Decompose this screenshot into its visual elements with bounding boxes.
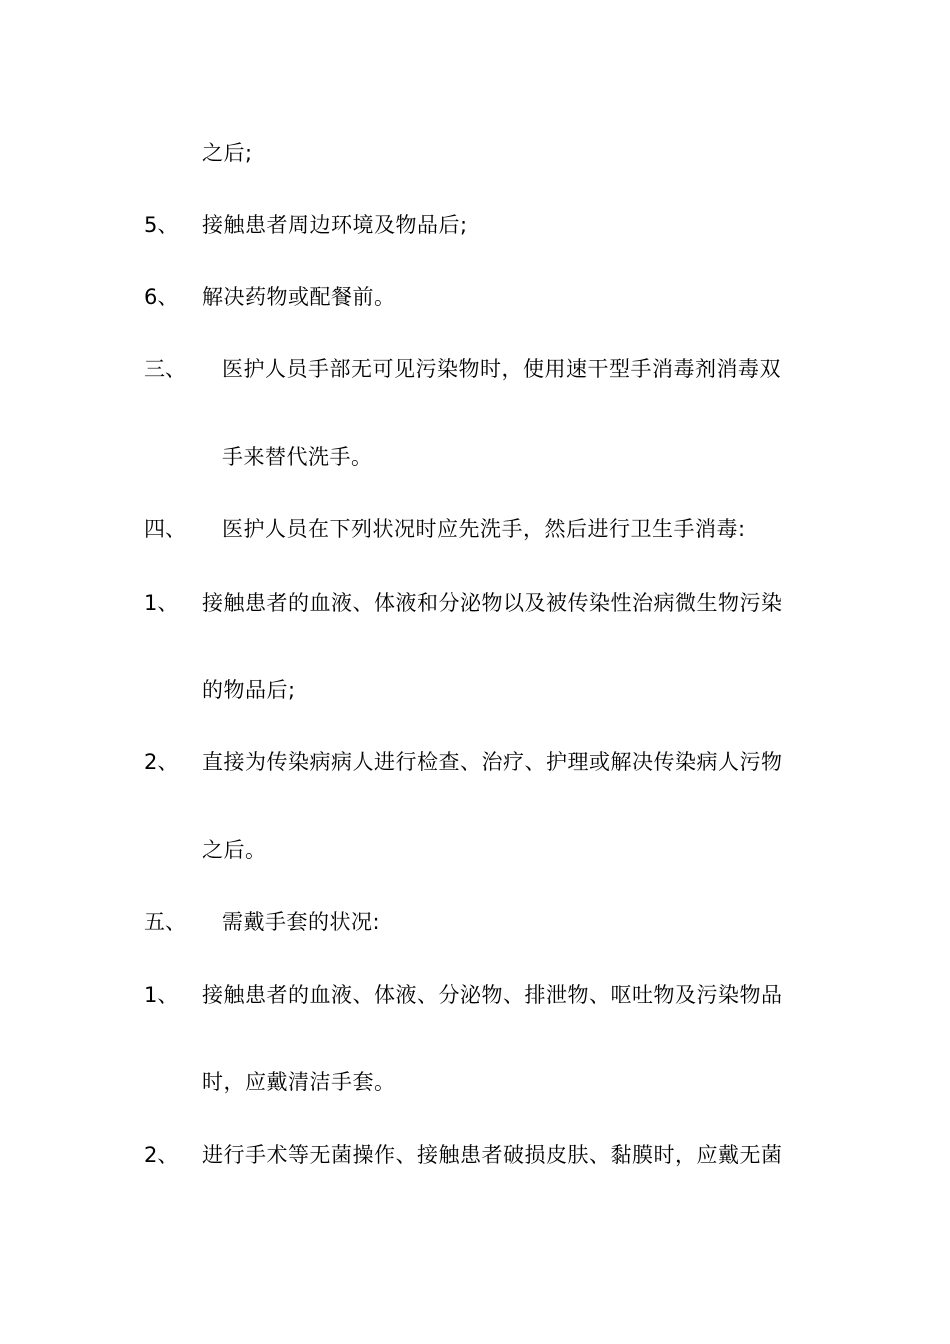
- item-number: 6、: [144, 285, 179, 309]
- text-line: 之后。: [202, 838, 267, 862]
- text-line: 接触患者的血液、体液、分泌物、排泄物、呕吐物及污染物品: [202, 983, 783, 1007]
- text-line: 医护人员手部无可见污染物时，使用速干型手消毒剂消毒双: [222, 357, 781, 381]
- text-line: 手来替代洗手。: [222, 445, 373, 469]
- section-number: 四、: [144, 517, 186, 541]
- section-number: 五、: [144, 910, 186, 934]
- text-line: 需戴手套的状况:: [222, 910, 381, 934]
- item-number: 5、: [144, 213, 179, 237]
- text-line: 时，应戴清洁手套。: [202, 1070, 396, 1094]
- item-number: 1、: [144, 983, 179, 1007]
- text-line: 接触患者周边环境及物品后;: [202, 213, 468, 237]
- item-number: 1、: [144, 591, 179, 615]
- text-line: 接触患者的血液、体液和分泌物以及被传染性治病微生物污染: [202, 591, 783, 615]
- text-line: 解决药物或配餐前。: [202, 285, 396, 309]
- text-line: 进行手术等无菌操作、接触患者破损皮肤、黏膜时，应戴无菌: [202, 1143, 783, 1167]
- text-line: 直接为传染病病人进行检查、治疗、护理或解决传染病人污物: [202, 750, 783, 774]
- text-line: 医护人员在下列状况时应先洗手，然后进行卫生手消毒:: [222, 517, 746, 541]
- text-line: 之后;: [202, 141, 253, 165]
- item-number: 2、: [144, 750, 179, 774]
- text-line: 的物品后;: [202, 678, 296, 702]
- item-number: 2、: [144, 1143, 179, 1167]
- section-number: 三、: [144, 357, 186, 381]
